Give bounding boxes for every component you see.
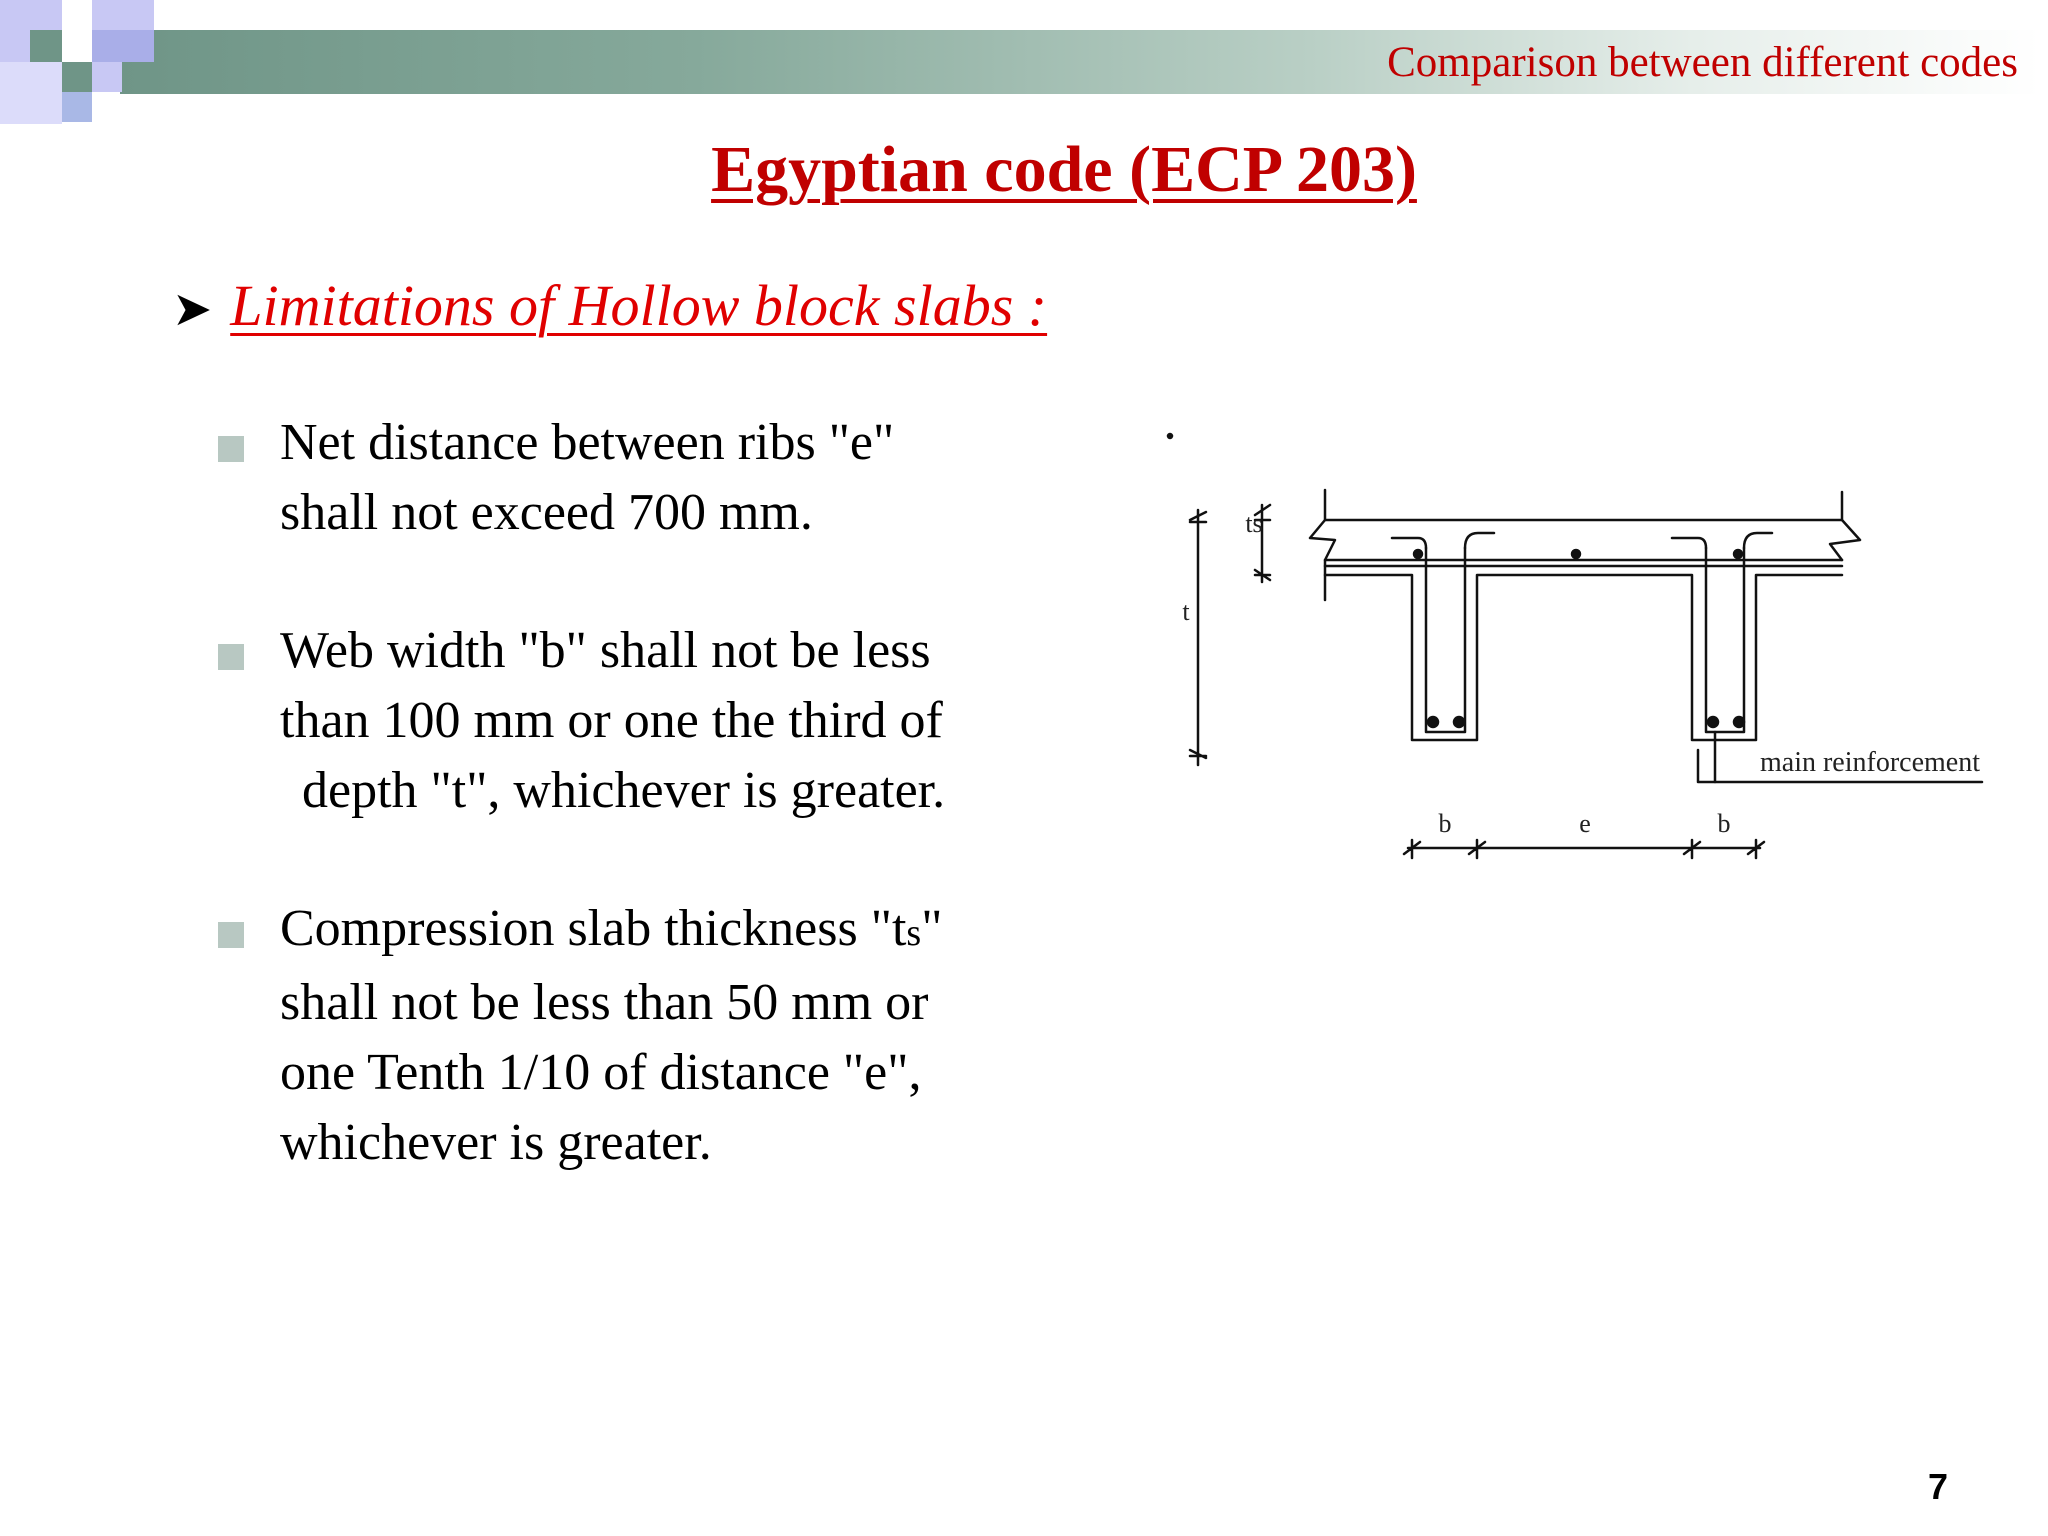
rebar-dot [1454, 717, 1464, 727]
bullet-item [216, 616, 1076, 826]
bullet-item [216, 408, 1076, 548]
bullet-line: Net distance between ribs "e" [280, 414, 895, 471]
rebar-dot [1414, 550, 1422, 558]
label-main-reinforcement: main reinforcement [1760, 747, 1981, 778]
bullet-line: one Tenth 1/10 of distance "e", [280, 1044, 922, 1101]
bullet-line: depth "t", whichever is greater. [302, 762, 946, 819]
rebar-dot [1428, 717, 1438, 727]
slab-bottom-line [1325, 575, 1842, 740]
slab-outline [1310, 490, 1335, 600]
decor-square [30, 30, 62, 62]
bullet-text: " [921, 900, 943, 957]
bullet-line: shall not be less than 50 mm or [280, 974, 929, 1031]
subheading [172, 272, 1047, 339]
rebar-dot [1708, 717, 1718, 727]
decor-square [0, 62, 62, 124]
hook-bar [1744, 533, 1772, 548]
slide-title: Egyptian code (ECP 203) [711, 133, 1417, 206]
subheading-text: Limitations of Hollow block slabs : [230, 273, 1048, 338]
square-bullet-icon [218, 436, 244, 462]
decor-square [92, 30, 154, 62]
bullet-item [216, 894, 1076, 1178]
rebar-dot [1734, 717, 1744, 727]
label-ts: ts [1245, 509, 1263, 538]
stirrup [1706, 548, 1744, 732]
bullet-subscript: s [906, 912, 922, 954]
bullet-line [280, 894, 1076, 968]
square-bullet-icon [218, 644, 244, 670]
bullet-line: Web width "b" shall not be less [280, 622, 931, 679]
label-b: b [1438, 809, 1452, 838]
arrow-bullet-icon: ➤ [172, 283, 213, 336]
bullet-line: than 100 mm or one the third of [280, 692, 943, 749]
decor-square [92, 62, 122, 92]
bullet-line: whichever is greater. [280, 1114, 712, 1171]
page-number: 7 [1927, 1466, 1948, 1507]
decor-square [62, 62, 92, 92]
rebar-dot [1572, 550, 1580, 558]
slab-outline [1830, 492, 1860, 560]
label-b: b [1717, 809, 1731, 838]
square-bullet-icon [218, 922, 244, 948]
header-title: Comparison between different codes [1387, 39, 2018, 86]
decor-square [62, 92, 92, 122]
bullet-text: Compression slab thickness "t [280, 900, 907, 957]
stray-mark [1168, 434, 1172, 438]
label-t: t [1182, 597, 1190, 626]
bullet-list [216, 408, 1076, 1246]
hook-bar [1392, 538, 1426, 548]
rebar-dot [1734, 550, 1742, 558]
bullet-line: shall not exceed 700 mm. [280, 484, 813, 541]
hook-bar [1672, 538, 1706, 548]
hollow-block-slab-diagram [1160, 420, 2020, 880]
label-e: e [1579, 809, 1591, 838]
hook-bar [1465, 533, 1494, 548]
stirrup [1426, 548, 1465, 732]
